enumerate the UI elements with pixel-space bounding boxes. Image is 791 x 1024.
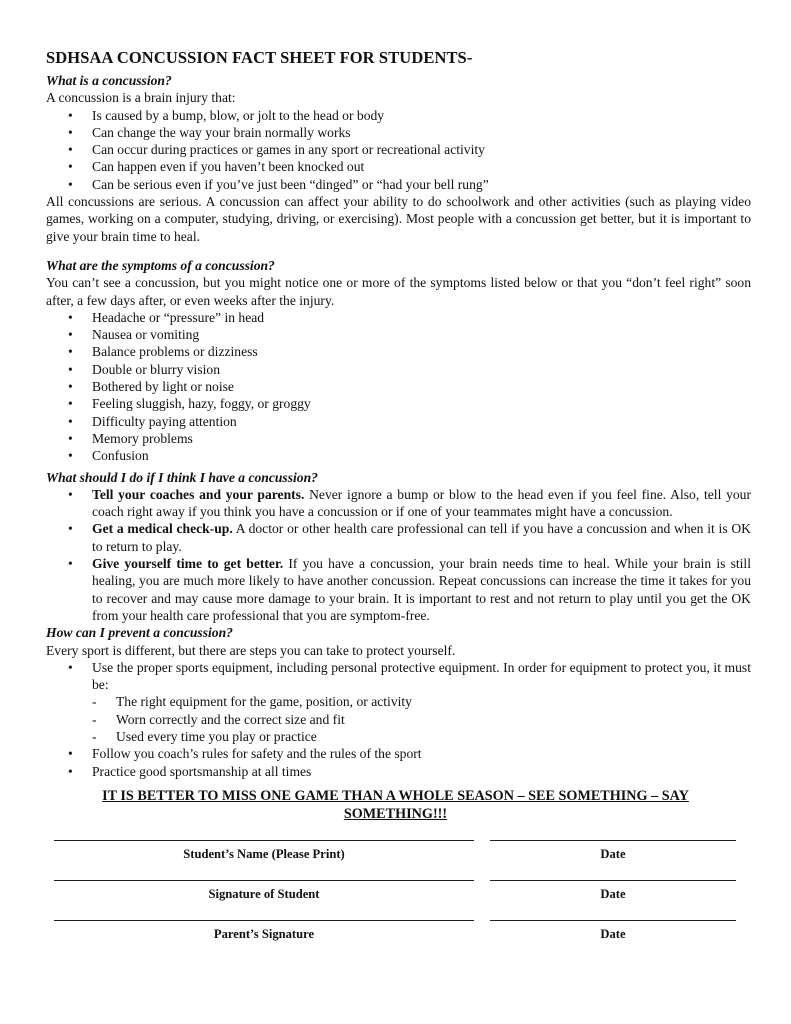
list-item: - Used every time you play or practice [92, 728, 317, 744]
bullet-icon: • [68, 361, 73, 377]
list-item: • Give yourself time to get better. If you have a concussion, your brain needs time to heal. While your brain is still healing, you are much more likely to have another concussion. Repeat concussions can increase the time it takes for you to recover and may cause more damage to your brain. It is important to rest and not return to play until you get the OK from your health care professional that you are symptom-free. [68, 556, 751, 623]
list-item: - Worn correctly and the correct size and fit [92, 711, 345, 727]
definition-list [46, 107, 751, 193]
list-item: • Can change the way your brain normally works [68, 124, 351, 140]
list-item: • Feeling sluggish, hazy, foggy, or groggy [68, 396, 311, 412]
date-line[interactable] [490, 840, 736, 841]
bullet-icon: • [68, 413, 73, 429]
section-heading-what-to-do: What should I do if I think I have a concussion? [46, 469, 318, 485]
prevention-list [46, 659, 751, 694]
document-body [46, 72, 751, 780]
list-item: • Balance problems or dizziness [68, 344, 258, 360]
action-lead: Get a medical check-up. [92, 521, 233, 537]
parent-signature-label: Parent’s Signature [213, 927, 315, 941]
list-item: • Difficulty paying attention [68, 413, 237, 429]
list-item: • Headache or “pressure” in head [68, 309, 265, 325]
section-intro: You can’t see a concussion, but you might notice one or more of the symptoms listed below or that you “don’t feel right” soon after, a few days after, or even weeks after the injury. [46, 275, 751, 308]
dash-icon: - [92, 711, 97, 727]
bullet-icon: • [68, 486, 73, 502]
bullet-icon: • [68, 176, 73, 192]
list-item: • Memory problems [68, 430, 193, 446]
list-item: • Confusion [68, 448, 149, 464]
bullet-icon: • [68, 763, 73, 779]
bullet-icon: • [68, 309, 73, 325]
section-intro: A concussion is a brain injury that: [46, 90, 236, 106]
list-item: • Can occur during practices or games in any sport or recreational activity [68, 142, 485, 158]
prevention-list-more [46, 745, 751, 780]
action-lead: Give yourself time to get better. [92, 556, 284, 572]
bullet-icon: • [68, 448, 73, 464]
list-item: • Bothered by light or noise [68, 379, 234, 395]
section-closing: All concussions are serious. A concussion can affect your ability to do schoolwork and other activities (such as playing video games, working on a computer, studying, driving, or exercising). Most people with a concussion get better, but it is important to give your brain time to heal. [46, 194, 751, 244]
list-item: • Get a medical check-up. A doctor or other health care professional can tell if you have a concussion and when it is OK to return to play. [68, 521, 751, 554]
date-label: Date [600, 927, 626, 941]
list-item: • Use the proper sports equipment, including personal protective equipment. In order for equipment to protect you, it must be: [68, 659, 751, 693]
action-list [46, 486, 751, 624]
list-item: - The right equipment for the game, position, or activity [92, 694, 412, 710]
bullet-icon: • [68, 327, 73, 343]
list-item: • Can be serious even if you’ve just been “dinged” or “had your bell rung” [68, 176, 489, 192]
date-line[interactable] [490, 880, 736, 881]
list-item: • Follow you coach’s rules for safety and the rules of the sport [68, 746, 422, 762]
student-signature-line[interactable] [54, 880, 474, 881]
list-item: • Double or blurry vision [68, 361, 220, 377]
date-label: Date [600, 847, 626, 861]
section-heading-symptoms: What are the symptoms of a concussion? [46, 257, 275, 273]
list-item: • Practice good sportsmanship at all times [68, 763, 312, 779]
list-item: • Tell your coaches and your parents. Never ignore a bump or blow to the head even if you feel fine. Also, tell your coach right away if you think you have a concussion or if one of your teammates might have a concussion. [68, 486, 751, 520]
bullet-icon: • [68, 159, 73, 175]
list-item: • Is caused by a bump, blow, or jolt to the head or body [68, 107, 385, 123]
dash-icon: - [92, 694, 97, 710]
section-intro: Every sport is different, but there are steps you can take to protect yourself. [46, 642, 456, 658]
bullet-icon: • [68, 344, 73, 360]
bullet-icon: • [68, 107, 73, 123]
bullet-icon: • [68, 659, 73, 675]
student-name-label: Student’s Name (Please Print) [183, 847, 345, 861]
section-heading-prevent: How can I prevent a concussion? [46, 625, 233, 641]
bullet-icon: • [68, 142, 73, 158]
bullet-icon: • [68, 521, 73, 537]
parent-signature-line[interactable] [54, 920, 474, 921]
bullet-icon: • [68, 556, 73, 572]
bullet-icon: • [68, 430, 73, 446]
student-signature-label: Signature of Student [208, 887, 320, 901]
list-item: • Can happen even if you haven’t been knocked out [68, 159, 365, 175]
list-item: • Nausea or vomiting [68, 327, 200, 343]
bullet-icon: • [68, 746, 73, 762]
bullet-icon: • [68, 379, 73, 395]
section-heading-what-is: What is a concussion? [46, 73, 172, 88]
equipment-sublist [46, 693, 751, 745]
dash-icon: - [92, 728, 97, 744]
action-lead: Tell your coaches and your parents. [92, 486, 305, 502]
symptom-list [46, 309, 751, 465]
slogan-banner: IT IS BETTER TO MISS ONE GAME THAN A WHOLE SEASON – SEE SOMETHING – SAY SOMETHING!!! [102, 788, 689, 822]
page-title: SDHSAA CONCUSSION FACT SHEET FOR STUDENTS- [46, 48, 473, 67]
bullet-icon: • [68, 124, 73, 140]
date-label: Date [600, 887, 626, 901]
bullet-icon: • [68, 396, 73, 412]
date-line[interactable] [490, 920, 736, 921]
student-name-line[interactable] [54, 840, 474, 841]
